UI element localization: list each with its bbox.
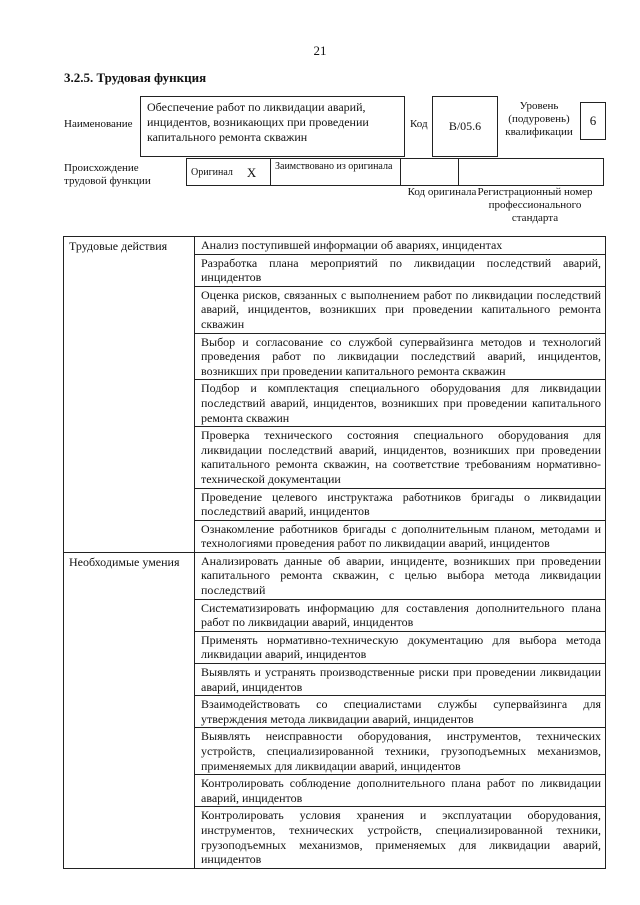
table-row: Проверка технического состояния специального оборудования для ликвидации последствий аварий, инцидентов, возникших при проведении капитального ремонта скважин, на соответствие требованиям нормативно-технической документации <box>195 426 605 487</box>
table-row: Оценка рисков, связанных с выполнением работ по ликвидации последствий аварий, инцидентов, возникших при проведении капитального ремонта скважин <box>195 286 605 333</box>
function-name-box: Обеспечение работ по ликвидации аварий, инцидентов, возникающих при проведении капитального ремонта скважин <box>140 96 405 157</box>
qualification-level-box: 6 <box>580 102 606 140</box>
table-row: Применять нормативно-техническую документацию для выбора метода ликвидации аварий, инцидентов <box>195 631 605 663</box>
function-content-table <box>63 236 606 869</box>
table-row: Взаимодействовать со специалистами службы супервайзинга для утверждения метода ликвидации аварий, инцидентов <box>195 695 605 727</box>
section-heading: Необходимые умения <box>64 553 195 868</box>
section-items <box>195 237 605 552</box>
table-row: Анализировать данные об аварии, инциденте, возникших при проведении капитального ремонта скважин, с целью выбора метода ликвидации последствий <box>201 553 601 598</box>
table-row: Выявлять неисправности оборудования, инструментов, технических устройств, специализированной техники, грузоподъемных механизмов, применяемых для ликвидации аварий, инцидентов <box>195 727 605 774</box>
origin-label: Происхождение трудовой функции <box>64 162 151 187</box>
original-label: Оригинал <box>191 166 233 178</box>
code-label: Код <box>410 118 428 130</box>
table-row: Подбор и комплектация специального оборудования для ликвидации последствий аварий, инцидентов, возникших при проведении капитального ремонта скважин <box>195 379 605 426</box>
section-title: 3.2.5. Трудовая функция <box>64 70 207 85</box>
section-items <box>195 553 605 868</box>
name-label: Наименование <box>64 118 133 130</box>
origin-row <box>187 158 604 186</box>
table-row: Выявлять и устранять производственные риски при проведении ликвидации аварий, инцидентов <box>195 663 605 695</box>
reg-number-caption: Регистрационный номер профессионального стандарта <box>477 186 593 224</box>
page-number: 21 <box>313 43 327 58</box>
code-original-caption: Код оригинала <box>407 186 477 198</box>
section-heading: Трудовые действия <box>64 237 195 552</box>
table-row: Выбор и согласование со службой супервайзинга методов и технологий проведения работ по ликвидации последствий аварий, инцидентов, возникших при проведении капитального ремонта скважин <box>195 333 605 380</box>
table-row: Систематизировать информацию для составления дополнительного плана работ по ликвидации аварий, инцидентов <box>195 599 605 631</box>
table-row: Проведение целевого инструктажа работников бригады о ликвидации последствий аварий, инцидентов <box>195 488 605 520</box>
original-cell <box>186 158 271 186</box>
function-code-box: B/05.6 <box>432 96 498 157</box>
table-row: Контролировать соблюдение дополнительного плана работ по ликвидации аварий, инцидентов <box>195 774 605 806</box>
table-row: Контролировать условия хранения и эксплуатации оборудования, инструментов, технических устройств, специализированной техники, грузоподъемных механизмов, применяемых для ликвидации аварий, инцидентов <box>195 806 605 867</box>
level-label: Уровень (подуровень) квалификации <box>505 100 573 138</box>
table-row: Разработка плана мероприятий по ликвидации последствий аварий, инцидентов <box>195 254 605 286</box>
reg-number-cell <box>458 158 604 186</box>
section-row <box>64 552 605 868</box>
original-mark: X <box>246 164 257 180</box>
table-row: Ознакомление работников бригады с дополнительным планом, методами и технологиями проведения работ по ликвидации аварий, инцидентов <box>195 520 605 552</box>
original-code-cell <box>400 158 459 186</box>
borrowed-label: Заимствовано из оригинала <box>270 158 401 186</box>
table-row: Анализ поступившей информации об авариях, инцидентах <box>201 238 503 252</box>
section-row <box>64 237 605 552</box>
